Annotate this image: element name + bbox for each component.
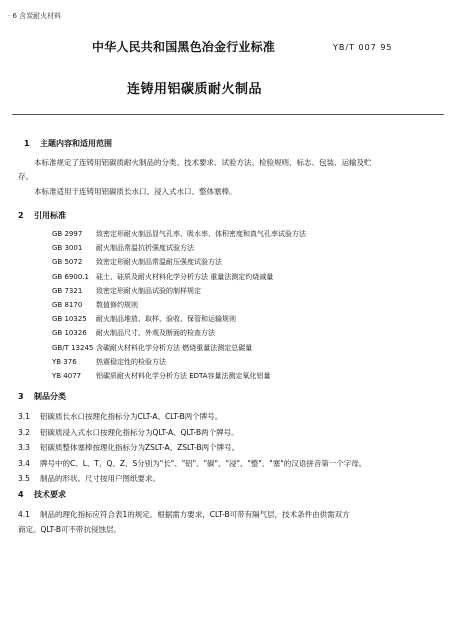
- section-1-paragraph-line: 存。: [18, 172, 33, 181]
- classification-item: 3.3 铝碳质整体塞棒按理化指标分为ZSLT-A、ZSLT-B两个牌号。: [18, 443, 240, 452]
- section-1-paragraph-line: 本标准规定了连铸用铝碳质耐火制品的分类、技术要求、试验方法、检验规则、标志、包装、运输及贮: [34, 158, 372, 167]
- section-title: 引用标准: [34, 211, 66, 220]
- section-3-heading: [18, 391, 66, 402]
- referenced-standards-list: [52, 227, 444, 383]
- reference-item: GB 10325 耐火制品堆放、取样、验收、保管和运输规则: [52, 315, 236, 324]
- standard-number: YB/T 007 95: [333, 43, 393, 52]
- reference-item: GB/T 13245 含碳耐火材料化学分析方法 燃烧重量法测定总碳量: [52, 343, 253, 352]
- classification-item: 3.2 铝碳质浸入式水口按理化指标分为QLT-A、QLT-B两个牌号。: [18, 427, 239, 437]
- section-number: 3: [18, 392, 24, 401]
- reference-item: GB 3001 耐火制品常温抗折强度试验方法: [52, 244, 194, 253]
- reference-item: GB 7321 致密定形耐火制品试验的制样规定: [52, 286, 201, 295]
- reference-item: GB 8170 数值修约规则: [52, 301, 138, 310]
- document-title: 连铸用铝碳质耐火制品: [127, 82, 263, 97]
- section-4-heading: [18, 489, 66, 500]
- section-number: 4: [18, 490, 24, 499]
- classification-item: 3.5 制品的形状、尺寸按用户图纸要求。: [18, 474, 160, 483]
- requirement-number: 4.1: [18, 510, 30, 519]
- header-divider: [12, 114, 444, 115]
- reference-item: GB 2997 致密定形耐火制品显气孔率、吸水率、体积密度和真气孔率试验方法: [52, 230, 306, 238]
- requirement-item-line: [18, 508, 350, 522]
- section-title: 技术要求: [34, 490, 66, 499]
- classification-item: 3.4 牌号中的C、L、T、Q、Z、S分别为"长"、"铝"、"碳"、"浸"、"整"、"塞"的汉语拼音第一个字母。: [18, 458, 367, 468]
- reference-item: GB 5072 致密定形耐火制品常温耐压强度试验方法: [52, 258, 222, 267]
- classification-list: [18, 409, 444, 487]
- section-title: 主题内容和适用范围: [40, 139, 112, 148]
- requirement-text: 制品的理化指标应符合表1的规定。根据需方要求，CLT-B可带有隔气层，技术条件由供需双方: [40, 510, 350, 519]
- classification-item: 3.1 铝碳质长水口按理化指标分为CLT-A、CLT-B两个牌号。: [18, 412, 223, 421]
- section-2-heading: [18, 210, 66, 221]
- section-1-heading: [24, 138, 112, 149]
- page-header-text: · 6 含炭耐火材料: [8, 12, 62, 20]
- standard-organization-title: 中华人民共和国黑色冶金行业标准: [92, 40, 276, 54]
- reference-item: YB 4077 铝碳质耐火材料化学分析方法 EDTA容量法测定氧化铝量: [52, 372, 271, 381]
- section-title: 制品分类: [34, 392, 66, 401]
- section-1-paragraph: 本标准适用于连铸用铝碳质长水口、浸入式水口、整体塞棒。: [34, 187, 237, 196]
- reference-item: GB 10326 耐火制品尺寸、外观及断面的检查方法: [52, 329, 215, 338]
- requirement-item-line: 商定。QLT-B可不带抗侵蚀层。: [18, 525, 122, 534]
- section-number: 2: [18, 211, 24, 220]
- reference-item: YB 376 热震稳定性的检验方法: [52, 357, 166, 366]
- reference-item: GB 6900.1 硅土、硅质及耐火材料化学分析方法 重量法测定灼烧减量: [52, 272, 274, 281]
- section-number: 1: [24, 139, 30, 148]
